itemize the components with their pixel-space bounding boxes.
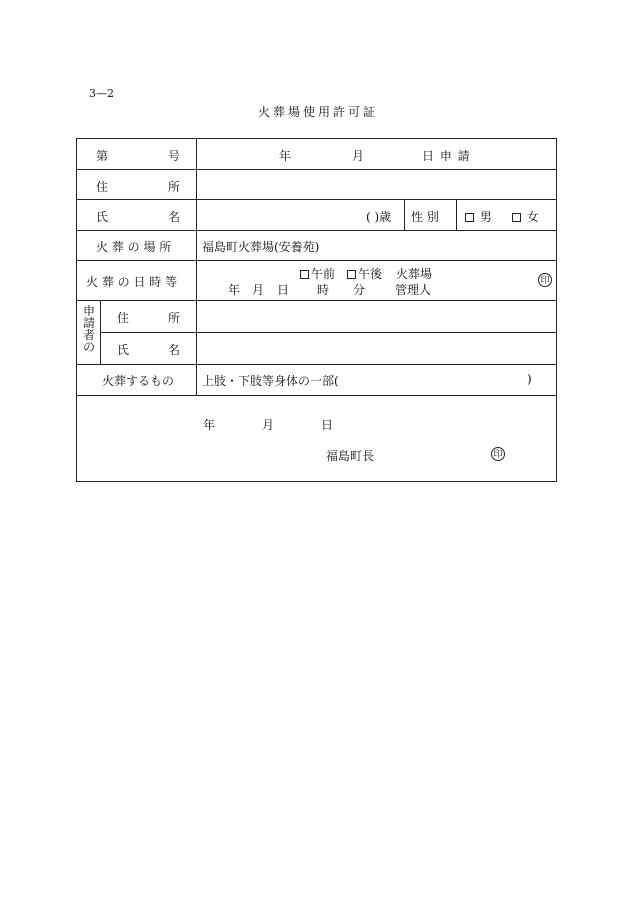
number-label-b: 号 bbox=[168, 149, 181, 163]
column-divider bbox=[196, 139, 197, 395]
subject-value: 上肢・下肢等身体の一部( bbox=[202, 374, 339, 388]
sex-female-option[interactable]: 女 bbox=[512, 208, 539, 225]
cremation-year-label: 年 bbox=[228, 283, 241, 297]
column-divider bbox=[100, 300, 101, 364]
manager-label: 管理人 bbox=[395, 283, 432, 297]
am-option[interactable]: 午前 bbox=[300, 265, 335, 282]
applicant-group-label: 申請者の bbox=[83, 304, 96, 354]
issue-year-label: 年 bbox=[203, 418, 216, 432]
row-divider bbox=[77, 169, 556, 170]
name-label-b: 名 bbox=[168, 210, 181, 224]
issue-day-label: 日 bbox=[321, 418, 334, 432]
subject-close-paren: ) bbox=[527, 372, 532, 386]
row-divider bbox=[77, 199, 556, 200]
column-divider bbox=[456, 199, 457, 230]
cremation-month-label: 月 bbox=[252, 283, 265, 297]
applicant-address-label-b: 所 bbox=[168, 311, 181, 325]
cremation-hour-label: 時 bbox=[317, 283, 330, 297]
row-divider bbox=[77, 230, 556, 231]
cremation-minute-label: 分 bbox=[353, 283, 366, 297]
manager-seal-icon: 印 bbox=[538, 273, 552, 287]
sex-label: 性 別 bbox=[411, 210, 439, 224]
name-label-a: 氏 bbox=[96, 210, 109, 224]
sex-male-option[interactable]: 男 bbox=[465, 208, 492, 225]
place-value: 福島町火葬場(安養苑) bbox=[202, 240, 320, 254]
place-label: 火 葬 の 場 所 bbox=[96, 240, 172, 254]
issue-month-label: 月 bbox=[262, 418, 275, 432]
male-checkbox[interactable] bbox=[465, 213, 474, 222]
document-number: 3—2 bbox=[89, 87, 114, 100]
pm-checkbox[interactable] bbox=[347, 270, 356, 279]
cremation-day-label: 日 bbox=[277, 283, 290, 297]
address-label-a: 住 bbox=[96, 180, 109, 194]
issuer-seal-icon: 印 bbox=[491, 447, 505, 461]
female-checkbox[interactable] bbox=[512, 213, 521, 222]
am-checkbox[interactable] bbox=[300, 270, 309, 279]
pm-option[interactable]: 午後 bbox=[347, 265, 382, 282]
number-label-a: 第 bbox=[96, 149, 109, 163]
apply-month-label: 月 bbox=[352, 149, 365, 163]
crematorium-label: 火葬場 bbox=[396, 267, 433, 281]
row-divider bbox=[77, 364, 556, 365]
subject-label: 火葬するもの bbox=[102, 374, 175, 388]
row-divider bbox=[77, 300, 556, 301]
applicant-address-label-a: 住 bbox=[117, 311, 130, 325]
applicant-name-label-a: 氏 bbox=[117, 343, 130, 357]
apply-year-label: 年 bbox=[279, 149, 292, 163]
permit-form bbox=[76, 138, 557, 482]
age-field: ( )歳 bbox=[366, 210, 392, 224]
apply-day-label: 日 申 請 bbox=[422, 149, 471, 163]
issuer-name: 福島町長 bbox=[326, 449, 375, 463]
applicant-name-label-b: 名 bbox=[168, 343, 181, 357]
column-divider bbox=[404, 199, 405, 230]
row-divider bbox=[77, 260, 556, 261]
address-label-b: 所 bbox=[168, 180, 181, 194]
row-divider bbox=[77, 395, 556, 396]
document-title: 火葬場使用許可証 bbox=[257, 105, 378, 119]
row-divider bbox=[100, 332, 556, 333]
datetime-label: 火 葬 の 日 時 等 bbox=[86, 275, 178, 289]
